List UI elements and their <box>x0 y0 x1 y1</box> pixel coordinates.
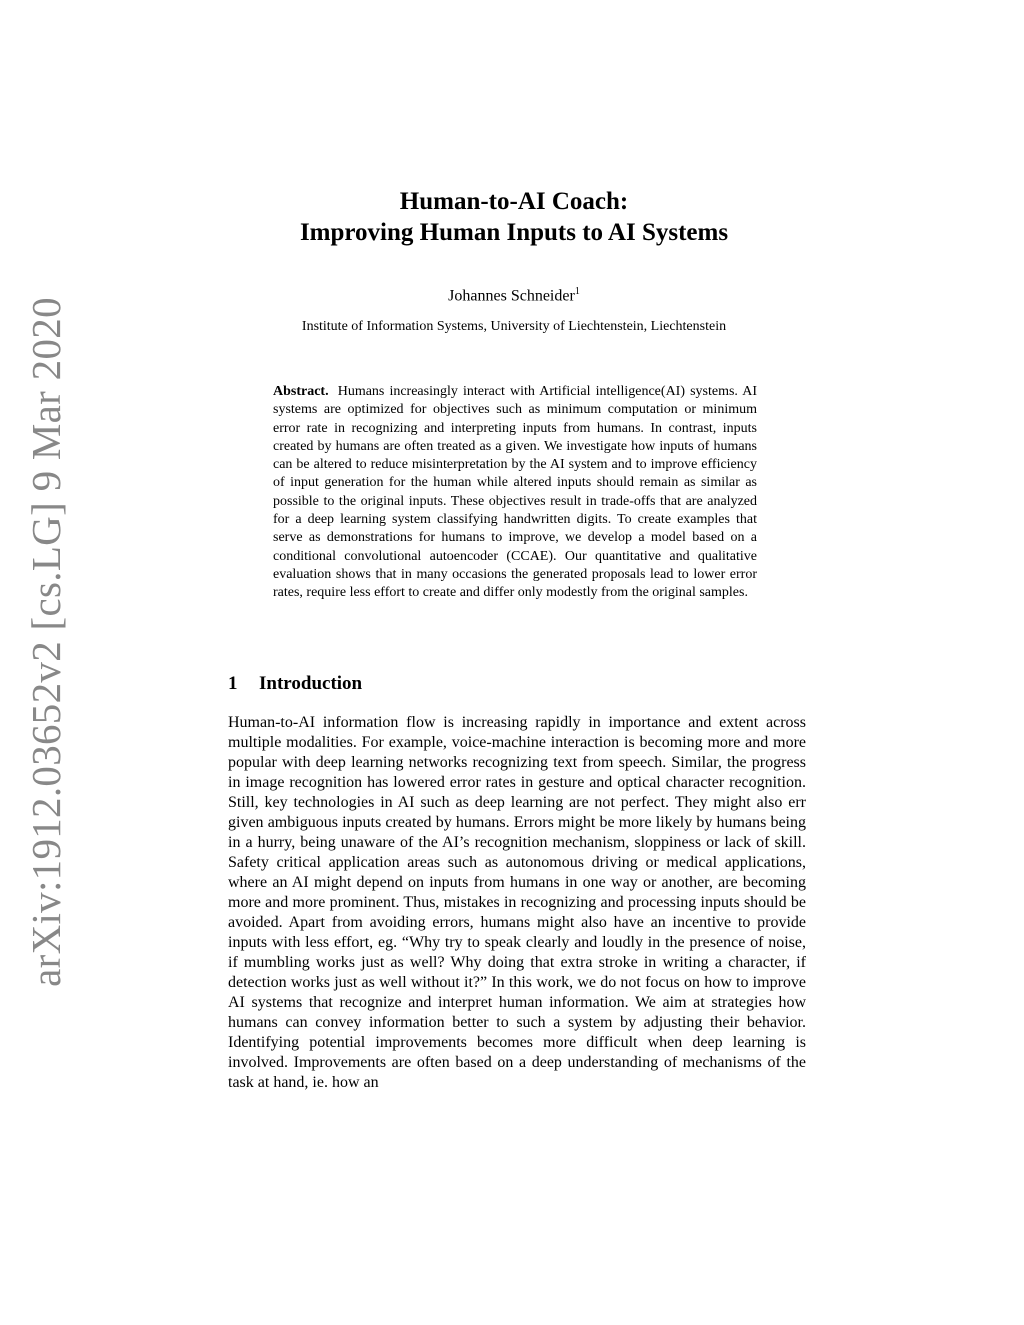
introduction-paragraph: Human-to-AI information flow is increasing rapidly in importance and extent across multiple modalities. For example, voice-machine interaction is becoming more and more popular with deep learning networks recognizing text from speech. Similar, the progress in image recognition has lowered error rates in gesture and optical character recognition. Still, key technologies in AI such as deep learning are not perfect. They might also err given ambiguous inputs created by humans. Errors might be more likely by humans being in a hurry, being unaware of the AI’s recognition mechanism, sloppiness or lack of skill. Safety critical application areas such as autonomous driving or medical applications, where an AI might depend on inputs from humans in one way or another, are becoming more and more prominent. Thus, mistakes in recognizing and processing inputs should be avoided. Apart from avoiding errors, humans might also have an incentive to provide inputs with less effort, eg. “Why try to speak clearly and loudly in the presence of noise, if mumbling works just as well? Why doing that extra stroke in writing a character, if detection works just as well without it?” In this work, we do not focus on how to improve AI systems that recognize and interpret human information. We aim at strategies how humans can convey information better to such a system by adjusting their behavior. Identifying potential improvements becomes more difficult when deep learning is involved. Improvements are often based on a deep understanding of mechanisms of the task at hand, ie. how an <box>228 714 806 1091</box>
abstract <box>273 383 757 603</box>
author-name: Johannes Schneider <box>448 287 575 305</box>
author-line <box>180 286 848 305</box>
section-heading-introduction <box>228 673 362 695</box>
author-affiliation-mark: 1 <box>574 286 580 297</box>
title-line-1: Human-to-AI Coach: <box>399 188 629 215</box>
arxiv-identifier-stamp: arXiv:1912.03652v2 [cs.LG] 9 Mar 2020 <box>23 297 69 987</box>
section-number: 1 <box>228 673 238 694</box>
abstract-label: Abstract. <box>273 384 329 399</box>
abstract-text: Humans increasingly interact with Artificial intelligence(AI) systems. AI systems are optimized for objectives such as minimum computation or minimum error rate in recognizing and interpreting inputs from humans. In contrast, inputs created by humans are often treated as a given. We investigate how inputs of humans can be altered to reduce misinterpretation by the AI system and to improve efficiency of input generation for the human while altered inputs should remain as similar as possible to the original inputs. These objectives result in trade-offs that are analyzed for a deep learning system classifying handwritten digits. To create examples that serve as demonstrations for humans to improve, we develop a model based on a conditional convolutional autoencoder (CCAE). Our quantitative and qualitative evaluation shows that in many occasions the generated proposals lead to lower error rates, require less effort to create and differ only modestly from the original samples. <box>273 384 757 601</box>
affiliation: Institute of Information Systems, University of Liechtenstein, Liechtenstein <box>301 319 727 334</box>
paper-title <box>180 186 848 248</box>
section-title: Introduction <box>259 673 363 694</box>
title-line-2: Improving Human Inputs to AI Systems <box>299 219 729 246</box>
